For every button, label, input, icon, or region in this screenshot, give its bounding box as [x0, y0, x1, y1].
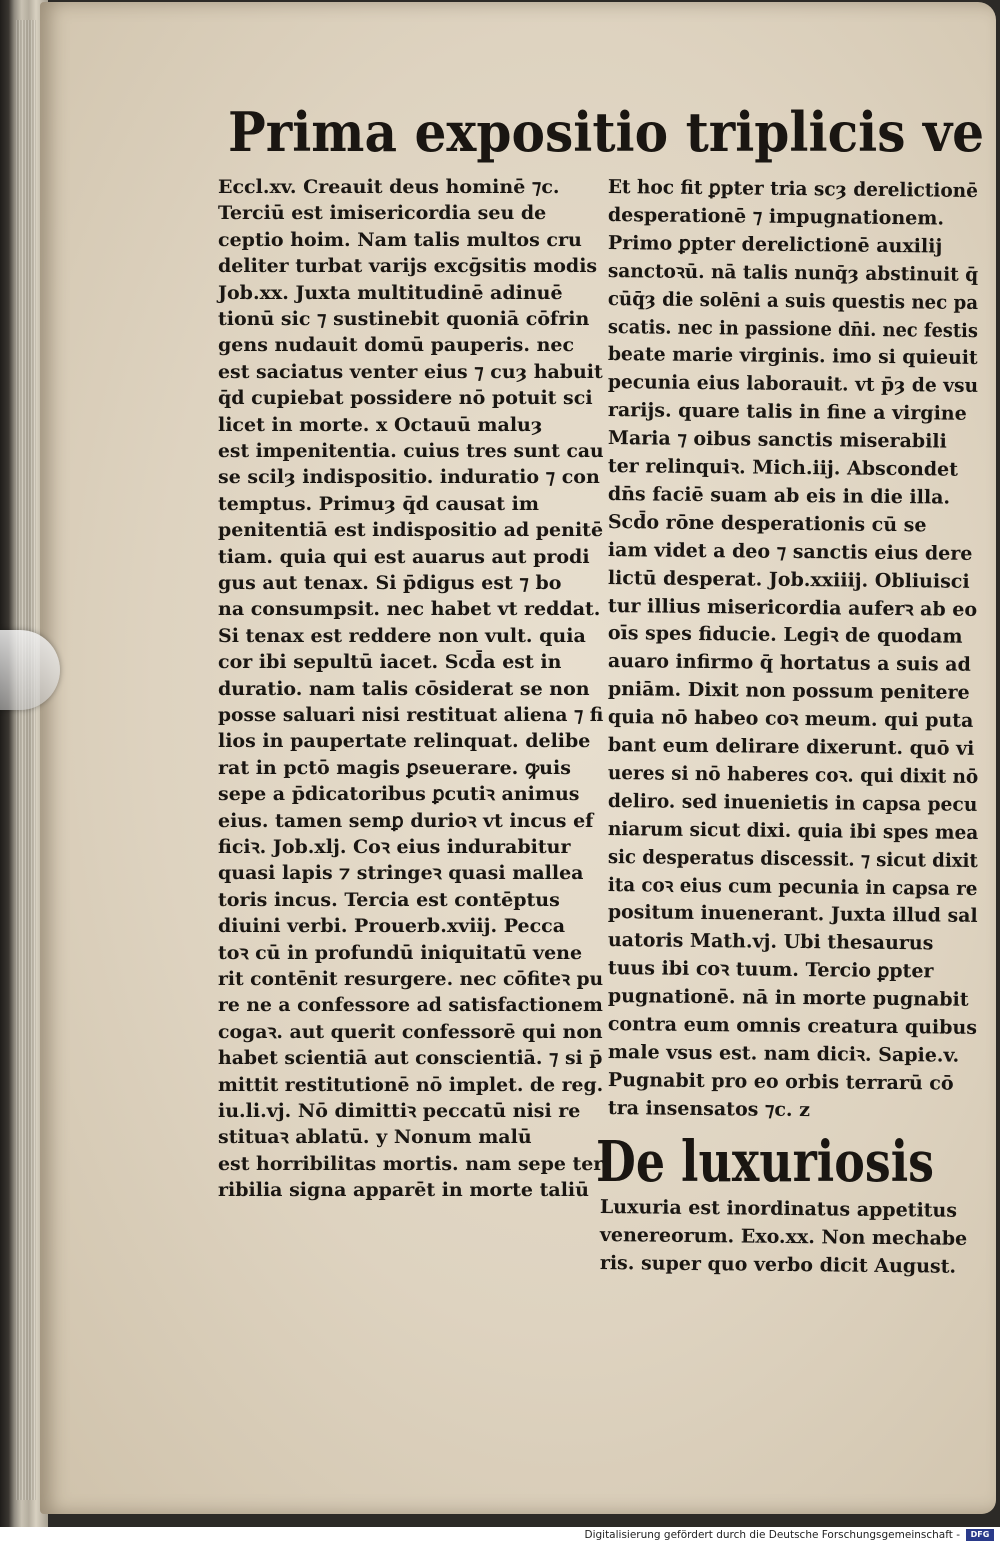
text-line: lios in paupertate relinquat. delibe [218, 730, 591, 753]
text-line: tra insensatos ⁊c. z [607, 1096, 811, 1121]
text-line: rarijs. quare talis in fine a virgine [607, 399, 967, 425]
text-line: ficiꝛ. Job.xlj. Coꝛ eius indurabitur [218, 836, 571, 858]
text-line: habet scientiā aut conscientiā. ⁊ si p̄ [218, 1047, 603, 1070]
text-line: rat in pctō magis ꝑseuerare. ꝙuis [218, 756, 571, 779]
text-line: est saciatus venter eius ⁊ cuȝ habuit [218, 360, 603, 383]
text-line: oīs spes fiducie. Legiꝛ de quodam [607, 622, 963, 649]
text-line: positum inuenerant. Juxta illud sal [607, 901, 978, 928]
text-line: se scilȝ indispositio. induratio ⁊ con [218, 466, 600, 489]
text-line: est impenitentia. cuius tres sunt cau [218, 440, 604, 462]
text-line: contra eum omnis creatura quibus [607, 1013, 978, 1039]
text-line: quia nō habeo coꝛ meum. qui puta [607, 706, 974, 732]
text-line: toris incus. Tercia est contēptus [218, 888, 560, 911]
text-line: posse saluari nisi restituat aliena ⁊ fi [218, 704, 604, 726]
text-line: Scd̄o rōne desperationis cū se [607, 510, 927, 537]
text-line: bant eum delirare dixerunt. quō vi [607, 734, 975, 760]
text-line: rit contēnit resurgere. nec cōfiteꝛ pu [218, 968, 604, 990]
text-line: sic desperatus discessit. ⁊ sicut dixit [607, 845, 978, 872]
text-line: ita coꝛ eius cum pecunia in capsa re [607, 873, 978, 900]
dfg-logo: DFG [966, 1529, 994, 1541]
text-line: beate marie virginis. imo si quieuit [607, 343, 978, 370]
text-line: Primo ꝑpter derelictionē auxilij [607, 231, 943, 258]
text-line: Eccl.xv. Creauit deus hominē ⁊c. [218, 176, 560, 198]
text-line: ueres si nō haberes coꝛ. qui dixit nō [607, 761, 979, 788]
text-line: toꝛ cū in profundū iniquitatū vene [218, 941, 583, 964]
text-line: sepe a p̄dicatoribus ꝑcutiꝛ animus [218, 783, 580, 806]
text-line: pniām. Dixit non possum penitere [607, 678, 970, 704]
text-line: lictū desperat. Job.xxiiij. Obliuisci [607, 566, 970, 593]
text-line: tiam. quia qui est auarus aut prodi [218, 545, 590, 568]
text-line: iu.li.vj. Nō dimittiꝛ peccatū nisi re [218, 1100, 581, 1122]
text-line: Pugnabit pro eo orbis terrarū cō [607, 1068, 954, 1095]
text-line: ter relinquiꝛ. Mich.iij. Abscondet [607, 455, 959, 481]
text-line: pugnationē. nā in morte pugnabit [607, 985, 969, 1011]
text-line: na consumpsit. nec habet vt reddat. [218, 598, 601, 621]
text-line: quasi lapis ⁊ stringeꝛ quasi mallea [218, 862, 584, 885]
text-line: male vsus est. nam diciꝛ. Sapie.v. [607, 1040, 960, 1067]
text-line: Maria ⁊ oibus sanctis miserabili [607, 427, 947, 453]
page-stack-edges [16, 20, 36, 1500]
text-line: Si tenax est reddere non vult. quia [218, 624, 586, 647]
text-line: sanctoꝛū. nā talis nunq̄ȝ abstinuit q̄ [607, 259, 979, 286]
text-line: gus aut tenax. Si p̄digus est ⁊ bo [218, 572, 562, 594]
text-line: desperationē ⁊ impugnationem. [607, 203, 945, 230]
text-line: licet in morte. x Octauū maluȝ [218, 413, 543, 436]
text-line: iam videt a deo ⁊ sanctis eius dere [607, 538, 973, 565]
text-line: gens nudauit domū pauperis. nec [218, 334, 575, 357]
text-line: mittit restitutionē nō implet. de reg. [218, 1073, 604, 1096]
text-line: temptus. Primuȝ q̄d causat im [218, 492, 539, 515]
text-line: re ne a confessore ad satisfactionem [218, 994, 603, 1017]
text-line: auaro infirmo q̄ hortatus a suis ad [607, 650, 971, 677]
text-line: scatis. nec in passione dn̄i. nec festis [607, 315, 979, 342]
text-line: tuus ibi coꝛ tuum. Tercio ꝑpter [607, 957, 934, 983]
footer-credit: Digitalisierung gefördert durch die Deutsche Forschungsgemeinschaft - [584, 1529, 960, 1541]
running-title: Prima expositio triplicis ve [228, 100, 985, 164]
text-line: dn̄s faciē suam ab eis in die illa. [607, 482, 951, 509]
text-line: cor ibi sepultū iacet. Scd̄a est in [218, 651, 562, 674]
text-line: Luxuria est inordinatus appetitus [599, 1196, 958, 1222]
text-line: eius. tamen semꝑ durioꝛ vt incus ef [218, 809, 594, 832]
text-line: ceptio hoim. Nam talis multos cru [218, 228, 582, 251]
text-line: q̄d cupiebat possidere nō potuit sci [218, 387, 593, 410]
text-line: uatoris Math.vj. Ubi thesaurus [607, 929, 934, 955]
text-line: cogaꝛ. aut querit confessorē qui non [218, 1020, 603, 1043]
text-line: pecunia eius laborauit. vt p̄ȝ de vsu [607, 371, 979, 398]
text-line: ris. super quo verbo dicit August. [599, 1252, 957, 1278]
text-line: niarum sicut dixi. quia ibi spes mea [607, 817, 979, 844]
text-line: est horribilitas mortis. nam sepe ter [218, 1152, 604, 1175]
text-line: Job.xx. Juxta multitudinē adinuē [218, 281, 563, 304]
text-line: deliter turbat varijs excḡsitis modis [218, 255, 598, 278]
text-line: cūq̄ȝ die solēni a suis questis nec pa [607, 287, 979, 314]
text-line: Et hoc fit ꝑpter tria scȝ derelictionē [607, 176, 979, 202]
text-line: Terciū est imisericordia seu de [218, 202, 547, 225]
text-line: penitentiā est indispositio ad penitē [218, 519, 604, 542]
section-heading: De luxuriosis [596, 1129, 935, 1195]
text-line: diuini verbi. Prouerb.xviij. Pecca [218, 915, 566, 938]
text-line: ribilia signa apparēt in morte taliū [218, 1179, 589, 1202]
text-line: stituaꝛ ablatū. y Nonum malū [218, 1126, 532, 1149]
text-line: duratio. nam talis cōsiderat se non [218, 677, 590, 700]
text-line: tionū sic ⁊ sustinebit quoniā cōfrin [218, 308, 590, 330]
text-line: tur illius misericordia auferꝛ ab eo [607, 594, 978, 621]
text-line: deliro. sed inuenietis in capsa pecu [607, 789, 978, 816]
text-line: venereorum. Exo.xx. Non mechabe [599, 1224, 968, 1250]
